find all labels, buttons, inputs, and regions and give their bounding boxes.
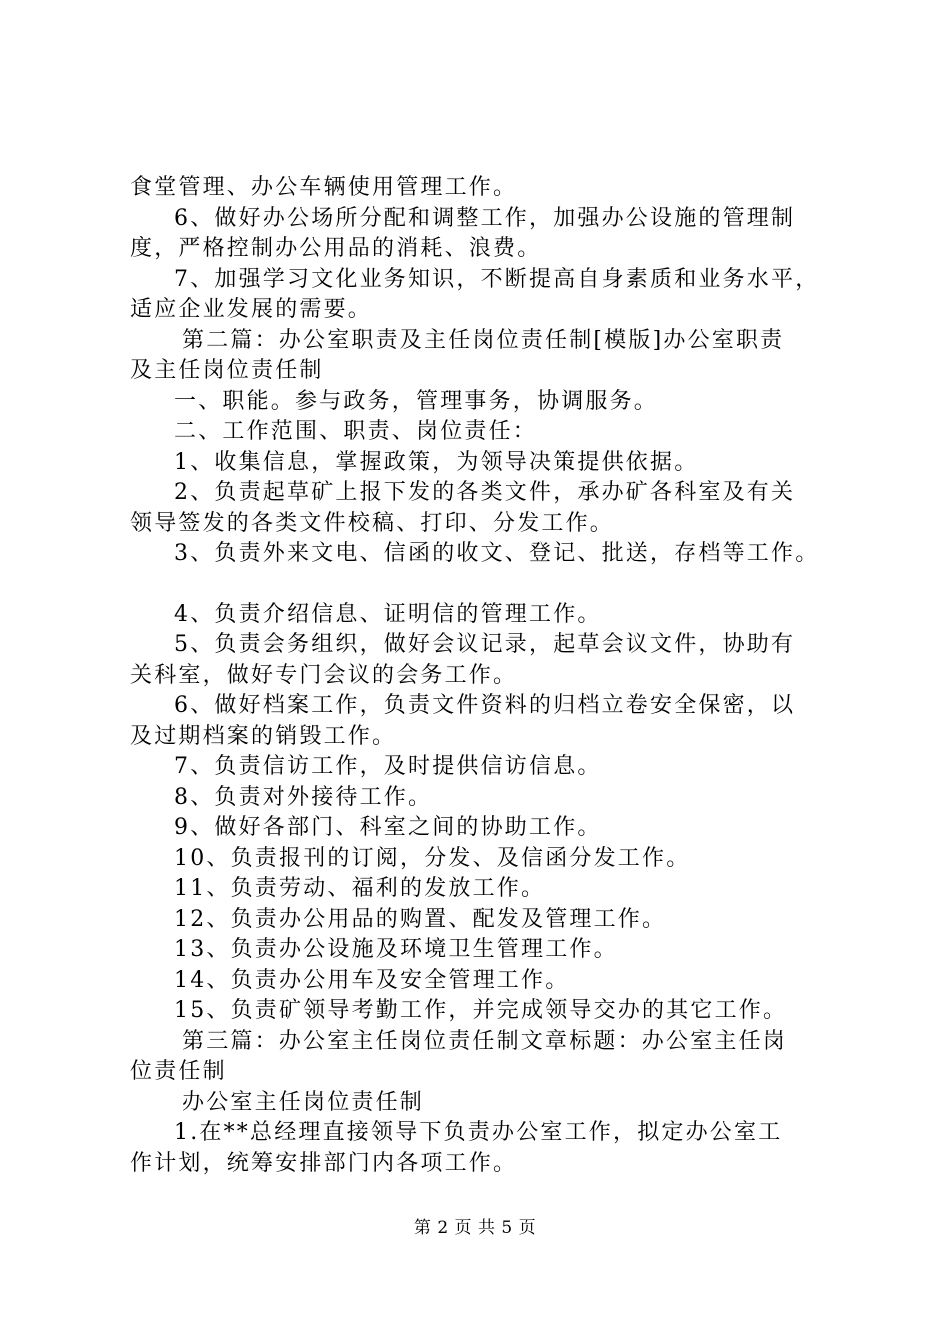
text-line: 2、负责起草矿上报下发的各类文件，承办矿各科室及有关 bbox=[174, 480, 796, 505]
section-heading: 第三篇：办公室主任岗位责任制文章标题：办公室主任岗 bbox=[182, 1028, 788, 1054]
section-heading-continued: 位责任制 bbox=[130, 1059, 227, 1084]
text-line: 8、负责对外接待工作。 bbox=[174, 784, 433, 810]
text-line: 9、做好各部门、科室之间的协助工作。 bbox=[174, 815, 602, 840]
text-line: 13、负责办公设施及环境卫生管理工作。 bbox=[174, 937, 618, 962]
text-line: 度，严格控制办公用品的消耗、浪费。 bbox=[130, 236, 542, 261]
text-line: 6、做好办公场所分配和调整工作，加强办公设施的管理制 bbox=[174, 205, 796, 231]
text-line: 11、负责劳动、福利的发放工作。 bbox=[174, 876, 546, 901]
text-line: 关科室，做好专门会议的会务工作。 bbox=[130, 662, 518, 688]
text-line: 15、负责矿领导考勤工作，并完成领导交办的其它工作。 bbox=[174, 998, 788, 1023]
text-line: 7、负责信访工作，及时提供信访信息。 bbox=[174, 754, 602, 779]
document-body bbox=[130, 173, 850, 1179]
text-line: 6、做好档案工作，负责文件资料的归档立卷安全保密，以 bbox=[174, 693, 796, 718]
text-line: 7、加强学习文化业务知识，不断提高自身素质和业务水平， bbox=[174, 266, 820, 292]
section-heading: 第二篇：办公室职责及主任岗位责任制[模版]办公室职责 bbox=[182, 327, 785, 353]
text-line: 3、负责外来文电、信函的收文、登记、批送，存档等工作。 bbox=[174, 541, 820, 566]
text-line: 5、负责会务组织，做好会议记录，起草会议文件，协助有 bbox=[174, 632, 796, 657]
text-line: 二、工作范围、职责、岗位责任： bbox=[174, 419, 538, 444]
text-line: 14、负责办公用车及安全管理工作。 bbox=[174, 967, 570, 993]
text-line: 领导签发的各类文件校稿、打印、分发工作。 bbox=[130, 510, 615, 536]
text-line: 一、职能。参与政务，管理事务，协调服务。 bbox=[174, 388, 659, 414]
text-line: 作计划，统筹安排部门内各项工作。 bbox=[130, 1150, 518, 1176]
page-number-footer: 第 2 页 共 5 页 bbox=[413, 1218, 537, 1238]
text-line: 12、负责办公用品的购置、配发及管理工作。 bbox=[174, 906, 667, 932]
subsection-title: 办公室主任岗位责任制 bbox=[182, 1089, 425, 1115]
text-line: 10、负责报刊的订阅，分发、及信函分发工作。 bbox=[174, 845, 691, 871]
text-line: 4、负责介绍信息、证明信的管理工作。 bbox=[174, 601, 602, 627]
text-line: 及过期档案的销毁工作。 bbox=[130, 723, 397, 749]
paragraph-gap bbox=[130, 570, 850, 600]
text-line: 食堂管理、办公车辆使用管理工作。 bbox=[130, 175, 518, 200]
section-heading-continued: 及主任岗位责任制 bbox=[130, 358, 324, 383]
text-line: 1、收集信息，掌握政策，为领导决策提供依据。 bbox=[174, 449, 699, 475]
text-line: 1.在**总经理直接领导下负责办公室工作，拟定办公室工 bbox=[174, 1120, 783, 1145]
text-line: 适应企业发展的需要。 bbox=[130, 297, 373, 322]
